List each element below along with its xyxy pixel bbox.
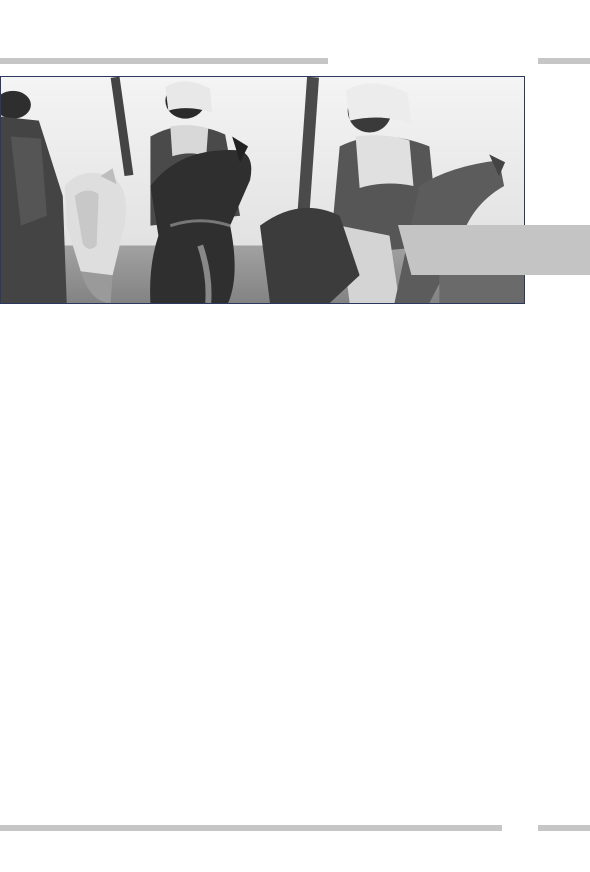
- section-tab: [398, 225, 590, 275]
- footer-rule-short: [538, 825, 590, 831]
- header-rule-short: [538, 58, 590, 64]
- header-rule-long: [0, 58, 328, 64]
- footer-rule-long: [0, 825, 502, 831]
